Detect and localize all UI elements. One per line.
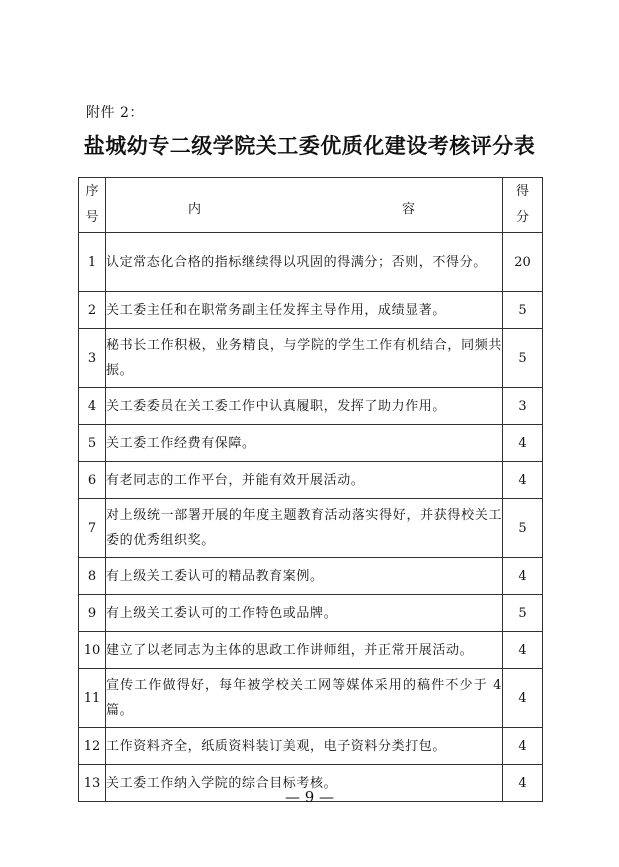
score-table [78, 177, 543, 802]
row-score: 20 [503, 233, 543, 292]
row-number: 4 [79, 388, 106, 425]
table-row [79, 558, 543, 595]
row-score: 5 [503, 595, 543, 632]
row-number: 12 [79, 728, 106, 765]
table-row [79, 329, 543, 388]
row-content: 宣传工作做得好，每年被学校关工网等媒体采用的稿件不少于 4 篇。 [106, 669, 503, 728]
row-number: 9 [79, 595, 106, 632]
index-header-top: 序 [85, 184, 99, 199]
table-row [79, 462, 543, 499]
row-number: 11 [79, 669, 106, 728]
row-score: 5 [503, 292, 543, 329]
table-row [79, 728, 543, 765]
row-number: 3 [79, 329, 106, 388]
row-score: 4 [503, 669, 543, 728]
score-column-header [503, 178, 543, 233]
row-number: 6 [79, 462, 106, 499]
row-number: 2 [79, 292, 106, 329]
row-content: 建立了以老同志为主体的思政工作讲师组，并正常开展活动。 [106, 632, 503, 669]
row-number: 5 [79, 425, 106, 462]
content-column-header [106, 178, 503, 233]
row-content: 关工委委员在关工委工作中认真履职，发挥了助力作用。 [106, 388, 503, 425]
table-row [79, 425, 543, 462]
row-content: 有上级关工委认可的精品教育案例。 [106, 558, 503, 595]
row-score: 4 [503, 765, 543, 802]
row-number: 13 [79, 765, 106, 802]
row-number: 7 [79, 499, 106, 558]
row-score: 4 [503, 558, 543, 595]
row-content: 工作资料齐全，纸质资料装订美观，电子资料分类打包。 [106, 728, 503, 765]
row-content: 秘书长工作积极，业务精良，与学院的学生工作有机结合，同频共振。 [106, 329, 503, 388]
page-number: — 9 — [284, 788, 335, 806]
table-row [79, 388, 543, 425]
row-content: 关工委工作经费有保障。 [106, 425, 503, 462]
row-score: 4 [503, 632, 543, 669]
index-column-header [79, 178, 106, 233]
table-row [79, 595, 543, 632]
row-number: 10 [79, 632, 106, 669]
row-number: 1 [79, 233, 106, 292]
index-header-bottom: 号 [85, 210, 99, 225]
content-header-left: 内 [188, 202, 202, 217]
row-content: 有上级关工委认可的工作特色或品牌。 [106, 595, 503, 632]
row-score: 5 [503, 499, 543, 558]
attachment-label: 附件 2： [86, 105, 144, 121]
row-score: 3 [503, 388, 543, 425]
row-content: 认定常态化合格的指标继续得以巩固的得满分；否则，不得分。 [106, 233, 503, 292]
row-score: 4 [503, 728, 543, 765]
table-row [79, 292, 543, 329]
score-header-top: 得 [515, 184, 529, 199]
row-content: 对上级统一部署开展的年度主题教育活动落实得好，并获得校关工委的优秀组织奖。 [106, 499, 503, 558]
table-row [79, 499, 543, 558]
table-row [79, 233, 543, 292]
table-row [79, 632, 543, 669]
document-title: 盐城幼专二级学院关工委优质化建设考核评分表 [83, 133, 536, 158]
row-score: 4 [503, 462, 543, 499]
row-content: 关工委主任和在职常务副主任发挥主导作用，成绩显著。 [106, 292, 503, 329]
row-score: 4 [503, 425, 543, 462]
content-header-right: 容 [402, 202, 416, 217]
table-row [79, 669, 543, 728]
row-content: 有老同志的工作平台，并能有效开展活动。 [106, 462, 503, 499]
row-number: 8 [79, 558, 106, 595]
row-score: 5 [503, 329, 543, 388]
table-header-row [79, 178, 543, 233]
row-content: 关工委工作纳入学院的综合目标考核。 [106, 765, 503, 802]
score-header-bottom: 分 [515, 210, 529, 225]
